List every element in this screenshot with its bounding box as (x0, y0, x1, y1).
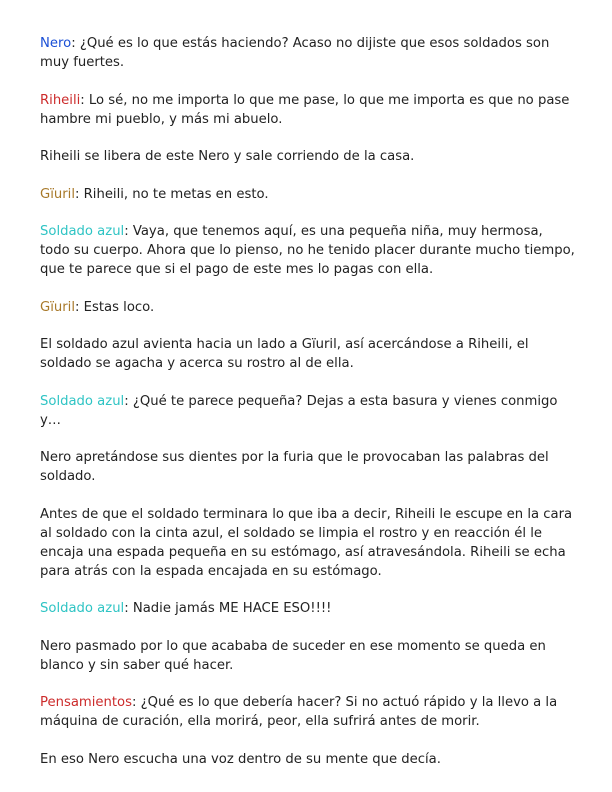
paragraph-text: : Vaya, que tenemos aquí, es una pequeña niña, muy hermosa, todo su cuerpo. Ahora que lo pienso, no he tenido placer durante mucho tiempo, que te parece que si el pago de este mes lo pagas con ella. (40, 224, 575, 277)
paragraph-5 (40, 222, 576, 279)
paragraph-text: : Lo sé, no me importa lo que me pase, lo que me importa es que no pase hambre mi pueblo, y más mi abuelo. (40, 92, 570, 127)
paragraph-3 (40, 147, 576, 166)
paragraph-12 (40, 637, 576, 675)
paragraph-8 (40, 392, 576, 430)
paragraph-6 (40, 298, 576, 317)
paragraph-4 (40, 185, 576, 204)
speaker-name: Soldado azul (40, 393, 125, 409)
speaker-name: Soldado azul (40, 601, 125, 616)
paragraph-text: : Riheili, no te metas en esto. (75, 186, 269, 202)
speaker-name: Gïuril (40, 299, 75, 315)
paragraph-11 (40, 599, 576, 618)
paragraph-2 (40, 91, 576, 129)
paragraph-text: : ¿Qué es lo que estás haciendo? Acaso no dijiste que esos soldados son muy fuertes. (40, 36, 550, 70)
paragraph-7 (40, 335, 576, 373)
paragraph-text: Riheili se libera de este Nero y sale corriendo de la casa. (40, 149, 415, 164)
speaker-name: Riheili (40, 92, 81, 108)
paragraph-text: En eso Nero escucha una voz dentro de su mente que decía. (40, 751, 441, 767)
speaker-name: Pensamientos (40, 695, 132, 710)
paragraph-text: Antes de que el soldado terminara lo que iba a decir, Riheili le escupe en la cara al soldado con la cinta azul, el soldado se limpia el rostro y en reacción él le encaja una espada pequeña en su estómago, así atravesándola. Riheili se echa para atrás con la espada encajada en su estómago. (40, 506, 573, 579)
paragraph-9 (40, 448, 576, 486)
paragraph-14 (40, 750, 576, 769)
paragraph-10 (40, 505, 576, 581)
paragraph-text: : Nadie jamás ME HACE ESO!!!! (124, 601, 332, 616)
paragraph-text: El soldado azul avienta hacia un lado a Gïuril, así acercándose a Riheili, el soldado se agacha y acerca su rostro al de ella. (40, 337, 529, 371)
paragraph-text: Nero apretándose sus dientes por la furia que le provocaban las palabras del soldado. (40, 450, 549, 484)
paragraph-text: : Estas loco. (75, 299, 155, 315)
paragraph-text: : ¿Qué te parece pequeña? Dejas a esta basura y vienes conmigo y… (40, 393, 558, 428)
paragraph-text: Nero pasmado por lo que acababa de suceder en ese momento se queda en blanco y sin saber qué hacer. (40, 638, 546, 673)
speaker-name: Gïuril (40, 186, 75, 202)
speaker-name: Soldado azul (40, 224, 125, 239)
paragraph-text: : ¿Qué es lo que debería hacer? Si no actuó rápido y la llevo a la máquina de curación, ella morirá, peor, ella sufrirá antes de morir. (40, 695, 558, 729)
paragraph-1 (40, 34, 576, 72)
speaker-name: Nero (40, 36, 72, 51)
paragraph-13 (40, 693, 576, 731)
